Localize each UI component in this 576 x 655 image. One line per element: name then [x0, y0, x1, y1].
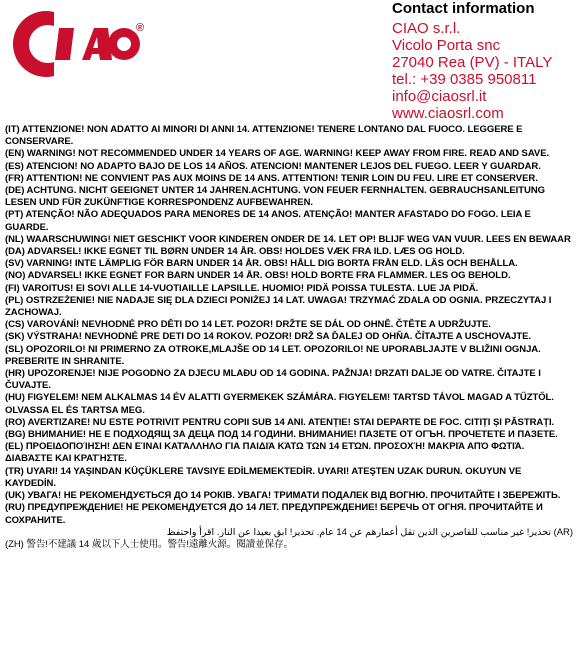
contact-title: Contact information [392, 0, 535, 17]
warning-pl: (PL) OSTRZEŻENIE! NIE NADAJE SIĘ DLA DZIECI PONIŻEJ 14 LAT. UWAGA! TRZYMAĆ ZDALA OD OGNIA. PRZECZYTAJ I ZACHOWAJ. [5, 294, 552, 319]
warning-es: (ES) ATENCION! NO ADAPTO BAJO DE LOS 14 AÑOS. ATENCION! MANTENER LEJOS DEL FUEGO. LEER Y GUARDAR. [5, 160, 541, 172]
warning-zh: (ZH) 警告!不建議 14 歲以下人士使用。警告!遠離火源。閱讀並保存。 [5, 538, 293, 550]
warning-ro: (RO) AVERTIZARE! NU ESTE POTRIVIT PENTRU COPII SUB 14 ANI. ATENȚIE! STAI DEPARTE DE FOC. CITIȚI ȘI PĂSTRAȚI. [5, 416, 555, 428]
warning-sl: (SL) OPOZORILO! NI PRIMERNO ZA OTROKE,MLAJŠE OD 14 LET. OPOZORILO! NE UPORABLJAJTE V BLIŽINI OGNJA. PREBERITE IN SHRANITE. [5, 343, 541, 367]
warning-sv: (SV) VARNING! INTE LÄMPLIG FÖR BARN UNDER 14 ÅR. OBS! HÅLL DIG BORTA FRÅN ELD. LÄS OCH BEHÅLLA. [5, 258, 518, 270]
warning-ar: (AR) تحذير! غير مناسب للقاصرين الذين تقل أعمارهم عن 14 عام. تحذير! ابق بعيدا عن النار. اقرأ واحتفظ [166, 526, 573, 538]
warning-da: (DA) ADVARSEL! IKKE EGNET TIL BØRN UNDER 14 ÅR. OBS! HOLDES VÆK FRA ILD. LÆS OG HOLD. [5, 246, 465, 258]
warning-no: (NO) ADVARSEL! IKKE EGNET FOR BARN UNDER 14 ÅR. OBS! HOLD BORTE FRA FLAMMER. LES OG BEHOLD. [5, 270, 511, 282]
ciao-logo [4, 4, 154, 84]
company-name: CIAO s.r.l. [392, 20, 461, 37]
warning-hr: (HR) UPOZORENJE! NIJE POGODNO ZA DJECU MLAĐU OD 14 GODINA. PAŽNJA! DRZATI DALJE OD VATRE. ČITAJTE I ČUVAJTE. [5, 368, 541, 392]
warning-pt: (PT) ATENÇÃO! NÃO ADEQUADOS PARA MENORES DE 14 ANOS. ATENÇÃO! MANTER AFASTADO DO FOGO. LEIA E GUARDE. [5, 209, 531, 233]
city-address: 27040 Rea (PV) - ITALY [392, 54, 553, 71]
warning-en: (EN) WARNING! NOT RECOMMENDED UNDER 14 YEARS OF AGE. WARNING! KEEP AWAY FROM FIRE. READ AND SAVE. [5, 148, 550, 160]
warning-de: (DE) ACHTUNG. NICHT GEEIGNET UNTER 14 JAHREN.ACHTUNG. VON FEUER FERNHALTEN. GEBRAUCHSANLEITUNG LESEN UND FÜR ZUKÜNFTIGE KORRESPONDENZ AUFBEWAHREN. [5, 185, 545, 209]
email-link[interactable]: info@ciaosrl.it [392, 88, 487, 105]
warning-it: (IT) ATTENZIONE! NON ADATTO AI MINORI DI ANNI 14. ATTENZIONE! TENERE LONTANO DAL FUOCO. LEGGERE E CONSERVARE. [5, 124, 523, 148]
website-link[interactable]: www.ciaosrl.com [392, 105, 504, 122]
warning-hu: (HU) FIGYELEM! NEM ALKALMAS 14 ÉV ALATTI GYERMEKEK SZÁMÁRA. FIGYELEM! TARTSD TÁVOL MAGAD A TŰZTŐL. OLVASSA EL ÉS TARTSA MEG. [5, 392, 554, 416]
warning-ru: (RU) ПРЕДУПРЕЖДЕНИЕ! НЕ РЕКОМЕНДУЕТСЯ ДО 14 ЛЕТ. ПРЕДУПРЕЖДЕНИЕ! БЕРЕЧЬ ОТ ОГНЯ. ПРОЧИТАЙТЕ И СОХРАНИТЕ. [5, 502, 543, 526]
warning-cs: (CS) VAROVÁNÍ! NEVHODNÉ PRO DĚTI DO 14 LET. POZOR! DRŽTE SE DÁL OD OHNĚ. ČTĚTE A UDRŽUJTE. [5, 319, 491, 331]
contact-information [392, 0, 576, 122]
phone-number[interactable]: tel.: +39 0385 950811 [392, 71, 537, 88]
warning-tr: (TR) UYARI! 14 YAŞINDAN KÜÇÜKLERE TAVSIYE EDİLMEMEKTEDİR. UYARI! ATEŞTEN UZAK DURUN. OKUYUN VE KAYDEDİN. [5, 465, 522, 489]
registered-mark: ® [136, 22, 145, 34]
warning-sk: (SK) VÝSTRAHA! NEVHODNÉ PRE DETI DO 14 ROKOV. POZOR! DRŽ SA ĎALEJ OD OHŇA. ČÍTAJTE A USCHOVAJTE. [5, 331, 532, 343]
header [0, 0, 576, 124]
warning-nl: (NL) WAARSCHUWING! NIET GESCHIKT VOOR KINDEREN ONDER DE 14. LET OP! BLIJF WEG VAN VUUR. LEES EN BEWAAR [5, 233, 571, 245]
warning-fi: (FI) VAROITUS! EI SOVI ALLE 14-VUOTIAILLE LAPSILLE. HUOMIO! PIDÄ POISSA TULESTA. LUE JA PIDÄ. [5, 282, 479, 294]
warning-bg: (BG) ВНИМАНИЕ! НЕ Е ПОДХОДЯЩ ЗА ДЕЦА ПОД 14 ГОДИНИ. ВНИМАНИЕ! ПАЗЕТЕ ОТ ОГЪН. ПРОЧЕТЕТЕ И ПАЗЕТЕ. [5, 429, 558, 441]
warning-el: (EL) ΠΡΟΕΙΔΟΠΟΊΗΣΗ! ΔΕΝ ΕΊΝΑΙ ΚΑΤΆΛΛΗΛΟ ΓΙΑ ΠΑΙΔΙΆ ΚΆΤΩ ΤΩΝ 14 ΕΤΏΝ. ΠΡΟΣΟΧΉ! ΜΑΚΡΙΆ ΑΠΌ ΦΩΤΙΆ. ΔΙΑΒΆΣΤΕ ΚΑΙ ΚΡΑΤΉΣΤΕ. [5, 441, 525, 465]
warning-uk: (UK) УВАГА! НЕ РЕКОМЕНДУЄТЬСЯ ДО 14 РОКІВ. УВАГА! ТРИМАТИ ПОДАЛЕК ВІД ВОГНЮ. ПРОЧИТАЙТЕ І ЗБЕРЕЖІТЬ. [5, 490, 561, 502]
warning-list [5, 124, 573, 551]
warning-fr: (FR) ATTENTION! NE CONVIENT PAS AUX MOINS DE 14 ANS. ATTENTION! TENIR LOIN DU FEU. LIRE ET CONSERVER. [5, 172, 538, 184]
street-address: Vicolo Porta snc [392, 37, 501, 54]
